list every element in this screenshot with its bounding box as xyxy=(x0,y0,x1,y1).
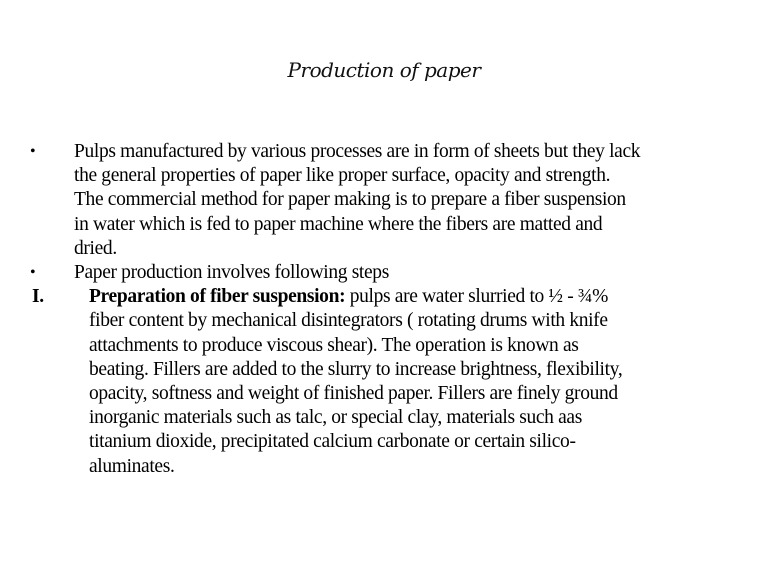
slide-title: Production of paper xyxy=(287,58,481,82)
text-line: beating. Fillers are added to the slurry to increase brightness, flexibility, xyxy=(89,358,623,380)
step-number: I. xyxy=(32,286,44,308)
text-line: titanium dioxide, precipitated calcium carbonate or certain silico- xyxy=(89,431,576,453)
text-line: the general properties of paper like proper surface, opacity and strength. xyxy=(74,165,611,187)
text-line: inorganic materials such as talc, or special clay, materials such aas xyxy=(89,407,582,429)
text-line: in water which is fed to paper machine where the fibers are matted and xyxy=(74,213,603,235)
text-line: dried. xyxy=(74,237,117,259)
numbered-step xyxy=(28,285,738,479)
bullet-icon: • xyxy=(30,264,36,282)
text-line: aluminates. xyxy=(89,455,175,477)
text-line: opacity, softness and weight of finished paper. Fillers are finely ground xyxy=(89,383,618,405)
text-line xyxy=(89,285,738,309)
step-text: pulps are water slurried to ½ - ¾% xyxy=(345,286,609,308)
text-line: Paper production involves following steps xyxy=(74,262,389,284)
text-line: The commercial method for paper making is to prepare a fiber suspension xyxy=(74,189,626,211)
text-line: Pulps manufactured by various processes are in form of sheets but they lack xyxy=(74,141,641,162)
slide-content xyxy=(28,140,738,479)
bullet-icon: • xyxy=(30,143,36,160)
step-heading: Preparation of fiber suspension: xyxy=(89,286,346,308)
bullet-item xyxy=(28,261,738,285)
bullet-item xyxy=(28,140,738,261)
text-line: attachments to produce viscous shear). The operation is known as xyxy=(89,334,579,356)
text-line: fiber content by mechanical disintegrators ( rotating drums with knife xyxy=(89,310,608,332)
